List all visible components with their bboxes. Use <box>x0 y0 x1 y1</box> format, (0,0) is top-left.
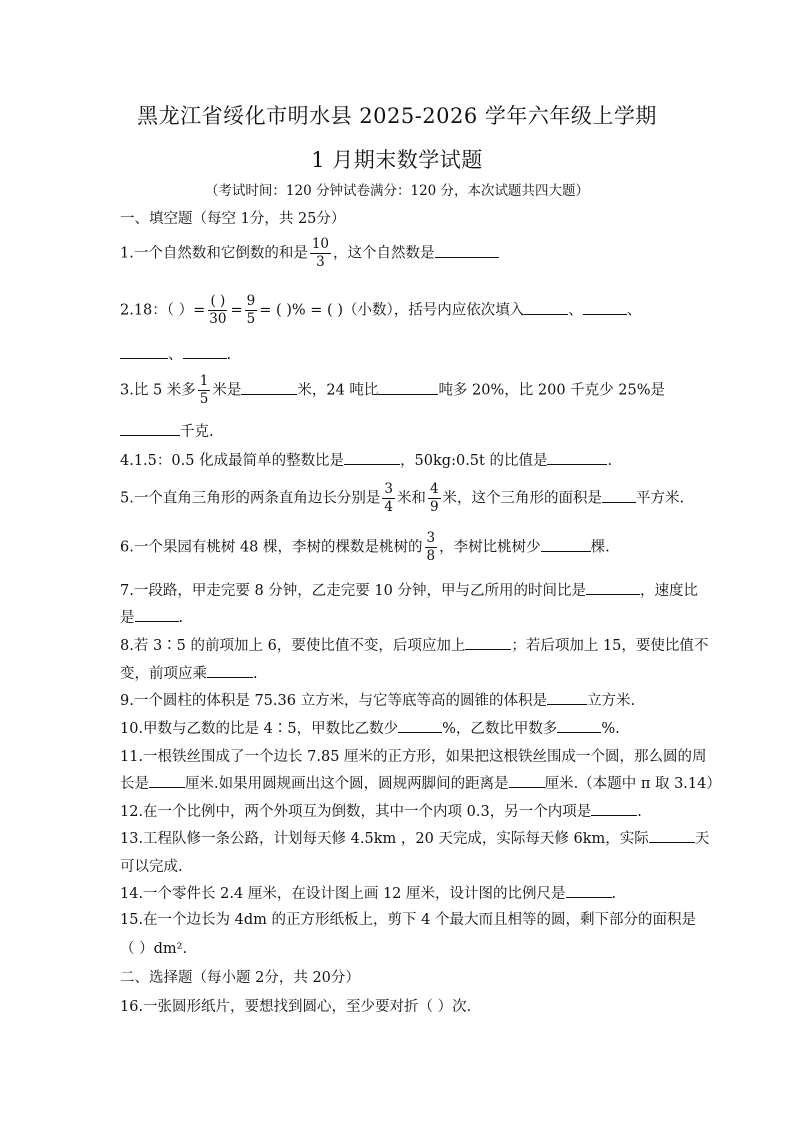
question-2: 2.18：（ ）= $\frac{( )}{30}$ = $\frac{9}{5}$ = ( )% = ( )（小数），括号内应依次填入 、 、 <box>120 293 642 327</box>
answer-blank[interactable] <box>566 883 612 898</box>
answer-blank[interactable] <box>120 421 180 436</box>
answer-blank[interactable] <box>398 718 442 733</box>
q5-fraction-1: $\frac{3}{4}$ <box>384 481 393 515</box>
exam-note: （考试时间：120 分钟试卷满分：120 分，本次试题共四大题） <box>204 183 590 199</box>
answer-blank[interactable] <box>557 718 601 733</box>
question-3: 3.比 5 米多 $\frac{1}{5}$ 米是 米，24 吨比 吨多 20%，比 200 千克少 25%是 <box>120 373 666 407</box>
question-13-cont: 可以完成. <box>120 859 183 875</box>
answer-blank[interactable] <box>583 300 627 315</box>
q6-fraction: $\frac{3}{8}$ <box>426 530 436 564</box>
question-11: 11.一根铁丝围成了一个边长 7.85 厘米的正方形，如果把这根铁丝围成一个圆，那么圆的周 <box>120 749 707 765</box>
answer-blank[interactable] <box>344 450 400 465</box>
question-1 <box>120 236 499 271</box>
answer-blank[interactable] <box>541 537 591 552</box>
answer-blank[interactable] <box>183 344 227 359</box>
q1-fraction: $\frac{10}{3}$ <box>311 236 330 270</box>
question-15: 15.在一个边长为 4dm 的正方形纸板上，剪下 4 个最大而且相等的圆，剩下部分的面积是 <box>120 912 696 928</box>
question-13: 13.工程队修一条公路，计划每天修 4.5km ，20 天完成，实际每天修 6km，实际 天 <box>120 827 709 848</box>
answer-blank[interactable] <box>465 635 511 650</box>
question-10: 10.甲数与乙数的比是 4∶5，甲数比乙数少 %，乙数比甲数多 %. <box>120 717 620 738</box>
q1-text: 1.一个自然数和它倒数的和是 <box>120 245 308 262</box>
answer-blank[interactable] <box>207 663 253 678</box>
answer-blank[interactable] <box>378 380 438 395</box>
question-7: 7.一段路，甲走完要 8 分钟，乙走完要 10 分钟，甲与乙所用的时间比是 ，速度比 <box>120 579 698 600</box>
question-5: 5.一个直角三角形的两条直角边长分别是 $\frac{3}{4}$ 米和 $\frac{4}{9}$ 米，这个三角形的面积是 平方米. <box>120 481 685 515</box>
question-16: 16.一张圆形纸片，要想找到圆心，至少要对折（ ）次. <box>120 999 472 1015</box>
question-12: 12.在一个比例中，两个外项互为倒数，其中一个内项 0.3，另一个内项是 . <box>120 800 642 821</box>
answer-blank[interactable] <box>241 380 297 395</box>
question-3-cont: 千克. <box>120 420 214 441</box>
question-15-cont: （ ）dm². <box>120 941 188 957</box>
question-6: 6.一个果园有桃树 48 棵，李树的棵数是桃树的 $\frac{3}{8}$ ，李树比桃树少 棵. <box>120 530 610 564</box>
answer-blank[interactable] <box>586 580 640 595</box>
section-choice-heading: 二、选择题（每小题 2分，共 20分） <box>120 970 360 986</box>
question-7-cont: 是 . <box>120 606 183 627</box>
q3-fraction: $\frac{1}{5}$ <box>199 373 209 407</box>
q1-text-post: ，这个自然数是 <box>333 245 435 262</box>
answer-blank[interactable] <box>602 488 636 503</box>
answer-blank[interactable] <box>649 828 695 843</box>
question-8-cont: 变，前项应乘 . <box>120 662 258 683</box>
answer-blank[interactable] <box>509 773 545 788</box>
answer-blank[interactable] <box>524 300 568 315</box>
question-8: 8.若 3∶5 的前项加上 6，要使比值不变，后项应加上 ；若后项加上 15，要使比值不 <box>120 634 708 655</box>
answer-blank[interactable] <box>120 344 168 359</box>
answer-blank[interactable] <box>149 773 185 788</box>
question-4: 4.1.5：0.5 化成最简单的整数比是 ，50kg:0.5t 的比值是 . <box>120 449 612 470</box>
answer-blank[interactable] <box>591 801 637 816</box>
exam-title-line1: 黑龙江省绥化市明水县 2025-2026 学年六年级上学期 <box>137 104 657 128</box>
q2-fraction-2: $\frac{9}{5}$ <box>246 293 256 327</box>
answer-blank[interactable] <box>547 690 587 705</box>
question-9: 9.一个圆柱的体积是 75.36 立方米，与它等底等高的圆锥的体积是 立方米. <box>120 689 635 710</box>
question-11-cont: 长是 厘米.如果用圆规画出这个圆，圆规两脚间的距离是 厘米.（本题中 π 取 3.14） <box>120 772 721 793</box>
answer-blank[interactable] <box>435 243 499 258</box>
section-fill-in-heading: 一、填空题（每空 1分，共 25分） <box>120 211 346 227</box>
answer-blank[interactable] <box>135 607 179 622</box>
question-2-cont: 、 . <box>120 343 231 364</box>
question-14: 14.一个零件长 2.4 厘米，在设计图上画 12 厘米，设计图的比例尺是 . <box>120 882 616 903</box>
q5-fraction-2: $\frac{4}{9}$ <box>429 481 439 515</box>
exam-title-line2: 1 月期末数学试题 <box>311 148 483 172</box>
answer-blank[interactable] <box>547 450 607 465</box>
q2-fraction-1: $\frac{( )}{30}$ <box>209 293 227 327</box>
